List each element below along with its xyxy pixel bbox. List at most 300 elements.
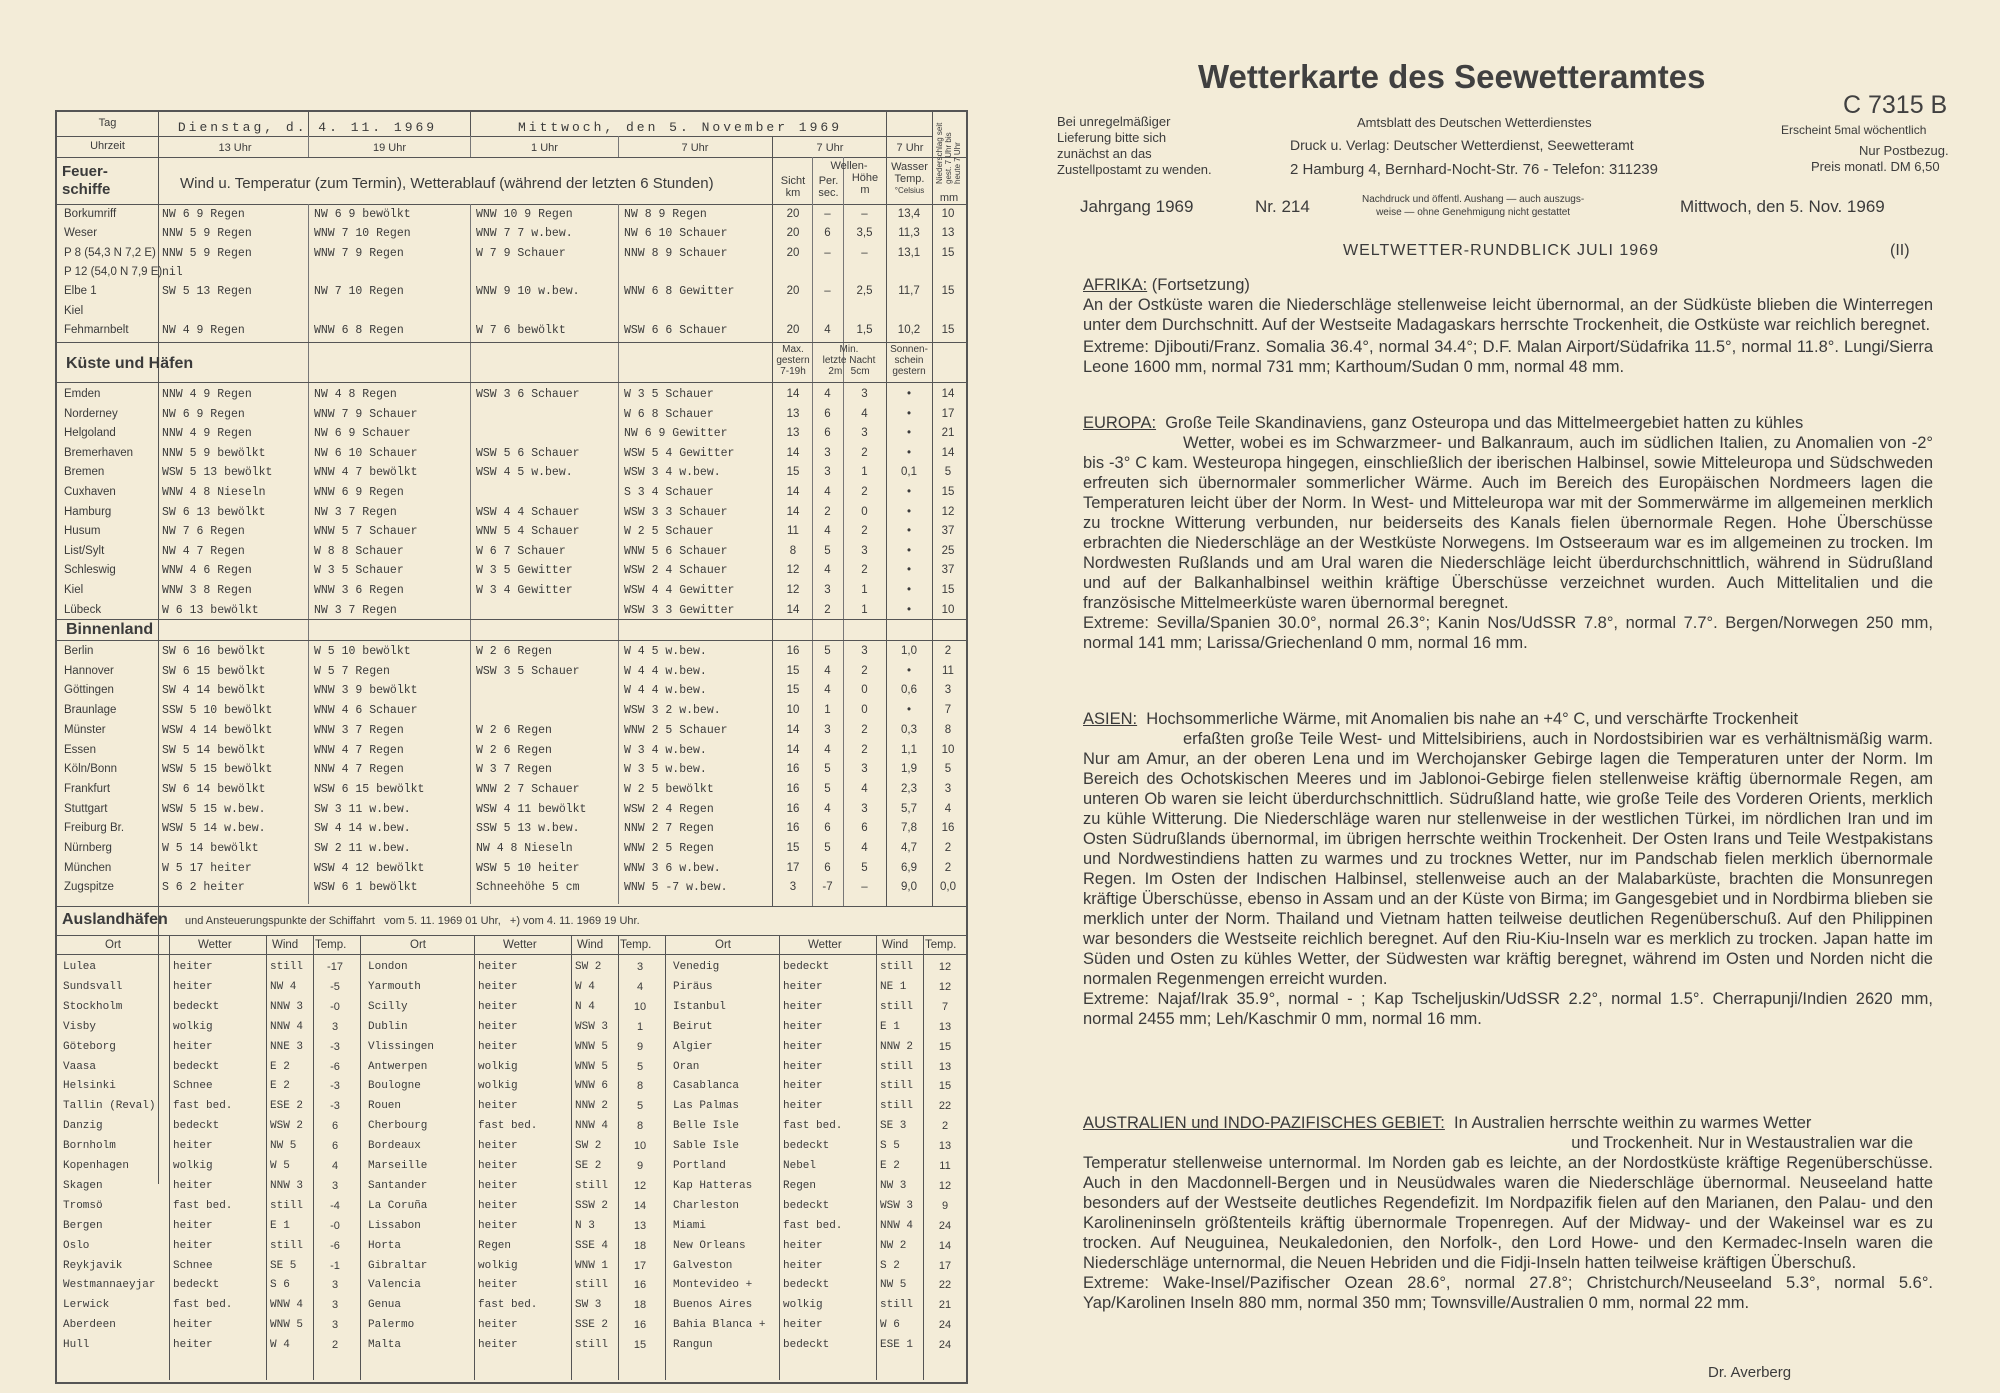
nieder-value: 10: [941, 208, 955, 220]
nieder-value: 15: [941, 584, 955, 596]
per-value: 4: [824, 684, 831, 697]
port-wind: NNW 4: [575, 1120, 609, 1133]
port-wind: still: [575, 1279, 609, 1292]
port-name: Palermo: [368, 1319, 415, 1332]
port-weather: heiter: [173, 1140, 213, 1153]
port-weather: heiter: [783, 1080, 823, 1093]
kueste-bottom: [55, 382, 966, 383]
max-header: Max. gestern 7-19h: [776, 344, 810, 377]
port-name: Kap Hatteras: [673, 1179, 753, 1192]
port-name: Rangun: [673, 1339, 713, 1352]
per-value: 5: [824, 645, 831, 657]
port-weather: heiter: [173, 1239, 213, 1252]
port-temp: -17: [327, 961, 343, 973]
wellen-value: –: [861, 246, 868, 259]
header-divider-2: [55, 157, 966, 158]
nieder-value: 17: [941, 407, 955, 420]
obs-7: W 4 5 w.bew.: [624, 645, 707, 658]
station-name: Göttingen: [64, 684, 114, 697]
min-header: Min. letzte Nacht 2m 5cm: [822, 344, 876, 377]
per-value: 5: [824, 782, 831, 795]
afrika-section: AFRIKA: (Fortsetzung) An der Ostküste waren die Niederschläge stellenweise leicht übernormal, an der Südküste blieben die Winterregen unter dem Durchschnitt. Auf der Westseite Madagaskars herrschte Trockenheit, die Ostküste war reichlich beregnet. Extreme: Djibouti/Franz. Somalia 36.4°, normal 34.4°; D.F. Malan Airport/Südafrika 11.5°, normal 11.8°. Lungi/Sierra Leone 1600 mm, normal 731 mm; Karthoum/Sudan 0 mm, normal 48 mm.: [1083, 276, 1933, 376]
afrika-title: AFRIKA:: [1083, 276, 1148, 294]
nieder-value: 4: [944, 802, 952, 815]
nieder-value: 7: [944, 704, 952, 717]
port-name: Tallin (Reval): [63, 1100, 156, 1113]
port-wind: SE 2: [575, 1160, 602, 1172]
port-wind: WNW 4: [270, 1299, 304, 1312]
port-name: Reykjavik: [63, 1259, 123, 1272]
per-value: 4: [824, 388, 831, 400]
sicht-value: 11: [787, 525, 799, 538]
obs-1: WSW 4 4 Schauer: [476, 505, 580, 519]
port-temp: 8: [636, 1080, 644, 1093]
ausland-header-cell: Ort: [105, 939, 121, 951]
port-wind: S 5: [880, 1140, 900, 1153]
station-name: Essen: [64, 743, 96, 756]
obs-7: W 4 4 w.bew.: [624, 684, 707, 698]
obs-13: SW 6 13 bewölkt: [162, 505, 266, 519]
port-name: Lissabon: [368, 1219, 421, 1232]
port-wind: still: [880, 1080, 914, 1093]
wellen-value: 2: [861, 525, 868, 538]
obs-13: WSW 5 15 w.bew.: [162, 802, 266, 816]
obs-19: WSW 6 15 bewölkt: [314, 782, 425, 796]
port-temp: 12: [633, 1179, 647, 1192]
port-wind: N 4: [575, 1000, 595, 1013]
obs-19: WNW 7 10 Regen: [314, 227, 411, 241]
sicht-value: 17: [786, 861, 800, 874]
obs-13: SSW 5 10 bewölkt: [162, 704, 273, 718]
wasser-value: •: [906, 564, 912, 577]
wasser-value: 0,3: [901, 723, 917, 736]
wellen-value: 4: [861, 407, 868, 420]
wellen-value: 1: [861, 584, 868, 596]
obs-13: NW 4 9 Regen: [162, 323, 245, 337]
per-value: 2: [824, 505, 831, 518]
ausland-header-cell: Temp.: [620, 939, 652, 951]
wasser-value: •: [906, 664, 912, 677]
obs-13: WSW 4 14 bewölkt: [162, 723, 273, 737]
port-temp: 8: [636, 1120, 644, 1133]
sicht-value: 14: [786, 505, 800, 518]
per-value: -7: [822, 881, 833, 894]
port-temp: 24: [938, 1339, 952, 1352]
per-value: 4: [824, 743, 831, 756]
port-wind: SW 3: [575, 1299, 602, 1312]
obs-13: NNW 5 9 Regen: [162, 227, 252, 241]
port-name: Kopenhagen: [63, 1160, 130, 1172]
nieder-value: 15: [941, 486, 955, 498]
port-weather: wolkig: [478, 1259, 518, 1272]
sicht-value: 14: [786, 446, 800, 459]
per-value: 6: [824, 822, 831, 835]
nieder-value: 14: [941, 446, 955, 459]
ausland-group-divider: [665, 935, 666, 1380]
port-weather: heiter: [478, 1040, 518, 1053]
per-value: 3: [824, 584, 831, 596]
time-7b: 7 Uhr: [816, 142, 844, 154]
station-name: Kiel: [64, 584, 84, 596]
station-name: Kiel: [64, 304, 84, 317]
obs-19: NW 6 9 Schauer: [314, 427, 411, 441]
port-name: Tromsö: [63, 1199, 103, 1212]
obs-19: NW 4 8 Regen: [314, 388, 397, 401]
port-weather: bedeckt: [173, 1120, 220, 1133]
port-name: Helsinki: [63, 1080, 116, 1093]
port-temp: 24: [938, 1219, 952, 1232]
port-wind: still: [575, 1179, 609, 1192]
obs-1: WNW 9 10 w.bew.: [476, 285, 580, 299]
frequency: Erscheint 5mal wöchentlich: [1781, 123, 1927, 137]
wellen-value: 0: [861, 704, 868, 717]
obs-7: WNW 2 5 Regen: [624, 842, 714, 855]
obs-13: WNW 4 6 Regen: [162, 564, 252, 578]
port-wind: SSW 2: [575, 1199, 609, 1212]
port-temp: 15: [633, 1339, 647, 1352]
obs-7: WSW 3 4 w.bew.: [624, 466, 721, 480]
wind-description: Wind u. Temperatur (zum Termin), Wetterablauf (während der letzten 6 Stunden): [180, 175, 714, 192]
port-wind: S 2: [880, 1259, 900, 1272]
port-temp: 3: [331, 1299, 339, 1312]
port-wind: N 3: [575, 1219, 595, 1232]
obs-19: WNW 3 7 Regen: [314, 723, 404, 737]
port-weather: heiter: [478, 1160, 518, 1172]
port-name: Buenos Aires: [673, 1299, 753, 1312]
port-wind: still: [880, 961, 914, 973]
port-wind: still: [880, 1060, 914, 1073]
ausland-header-cell: Wetter: [503, 939, 537, 951]
obs-1: WSW 5 10 heiter: [476, 861, 580, 875]
obs-7: WSW 3 2 w.bew.: [624, 704, 721, 718]
afrika-extreme: Extreme: Djibouti/Franz. Somalia 36.4°, normal 34.4°; D.F. Malan Airport/Südafrika 11.5°, normal 11.8°. Lungi/Sierra Leone 1600 mm, normal 731 mm; Karthoum/Sudan 0 mm, normal 48 mm.: [1083, 338, 1933, 376]
station-name: Köln/Bonn: [64, 763, 118, 776]
port-name: Montevideo +: [673, 1279, 753, 1292]
port-wind: WNW 5: [575, 1040, 609, 1053]
port-weather: bedeckt: [783, 1140, 830, 1153]
obs-19: W 3 5 Schauer: [314, 564, 404, 578]
port-wind: NNW 4: [880, 1219, 914, 1232]
ausland-col-divider: [474, 935, 475, 1380]
port-wind: WNW 5: [575, 1060, 609, 1073]
port-name: Santander: [368, 1179, 428, 1192]
station-name: P 12 (54,0 N 7,9 E): [64, 265, 163, 278]
port-name: Marseille: [368, 1160, 428, 1172]
obs-1: WSW 3 5 Schauer: [476, 664, 580, 678]
per-value: 4: [824, 323, 831, 336]
niederschlag-header: Niederschlag seit gest. 7 Uhr bis heute 7 Uhr: [935, 122, 962, 184]
station-name: Husum: [64, 525, 101, 538]
port-wind: still: [575, 1339, 609, 1352]
port-weather: heiter: [173, 1040, 213, 1053]
wellen-value: 6: [861, 822, 868, 835]
port-temp: 17: [633, 1259, 647, 1272]
per-value: 4: [824, 664, 831, 677]
obs-13: NNW 5 9 Regen: [162, 246, 252, 260]
australien-extreme: Extreme: Wake-Insel/Pazifischer Ozean 28.6°, normal 27.8°; Christchurch/Neuseeland 5.3°, normal 5.6°. Yap/Karolinen Inseln 880 mm, normal 350 mm; Townsville/Australien 0 mm, normal 22 mm.: [1083, 1274, 1933, 1312]
port-name: Istanbul: [673, 1000, 726, 1013]
port-name: Algier: [673, 1040, 713, 1053]
masthead-title: Wetterkarte des Seewetteramtes: [1198, 58, 1706, 95]
sicht-value: 13: [786, 427, 800, 440]
article-heading: WELTWETTER-RUNDBLICK JULI 1969: [1343, 242, 1659, 259]
port-weather: Regen: [478, 1239, 512, 1252]
obs-19: NNW 4 7 Regen: [314, 763, 404, 777]
port-wind: E 2: [880, 1160, 900, 1172]
port-temp: 14: [938, 1239, 952, 1252]
obs-19: WSW 6 1 bewölkt: [314, 881, 418, 895]
port-temp: 22: [938, 1100, 952, 1113]
wellen-value: 3: [861, 763, 868, 776]
obs-19: W 5 10 bewölkt: [314, 645, 411, 658]
port-wind: NW 3: [880, 1179, 907, 1192]
wasser-value: •: [906, 603, 912, 616]
obs-7: WSW 3 3 Gewitter: [624, 603, 735, 617]
wellen-value: 0: [861, 505, 868, 518]
port-name: Genua: [368, 1299, 402, 1312]
obs-7: W 3 5 Schauer: [624, 388, 714, 401]
port-weather: heiter: [478, 1020, 518, 1033]
obs-1: W 2 6 Regen: [476, 723, 552, 737]
port-weather: heiter: [173, 1219, 213, 1232]
obs-7: NW 6 9 Gewitter: [624, 427, 728, 441]
wellen-value: –: [861, 881, 868, 894]
nieder-value: 3: [944, 782, 952, 795]
europa-section: EUROPA: Große Teile Skandinaviens, ganz Osteuropa und das Mittelmeergebiet hatten zu kühles Wetter, wobei es im Schwarzmeer- und Balkanraum, auch im südlichen Italien, zu Anomalien von -2° bis -3° C kam. Westeuropa hingegen, einschließlich der iberischen Halbinsel, sowie Mitteleuropa und Südschweden erfreuten sich übernormaler sommerlicher Wärme. Auch im Bereich des Europäischen Nordmeers lagen die Temperaturen leicht über der Norm. In West- und Mitteleuropa war mit der Sommerwärme im allgemeinen merklich zu trockne Witterung verbunden, nur beiderseits des Kanals fielen übernormale Regen. Hohe Überschüsse erbrachten die Niederschläge an der Westküste Norwegens. Im Ostseeraum war es im allgemeinen zu trocken. Im Nordwesten Rußlands und am Ural waren die Niederschläge leicht überdurchschnittlich, während in Südrußland und auf der Balkanhalbinsel weithin kräftige Überschüsse verzeichnet wurden. Auch Mittelitalien und die französische Mittelmeerküste waren übernormal beregnet. Extreme: Sevilla/Spanien 30.0°, normal 26.3°; Kanin Nos/UdSSR 7.8°, normal 7.7°. Bergen/Norwegen 250 mm, normal 141 mm; Larissa/Griechenland 0 mm, normal 16 mm.: [1083, 414, 1933, 652]
station-name: Bremen: [64, 466, 105, 479]
port-temp: 3: [331, 1279, 339, 1292]
obs-1: W 3 7 Regen: [476, 763, 552, 777]
ausland-col-divider: [618, 935, 619, 1380]
station-name: Emden: [64, 388, 101, 400]
wellen-value: 2: [861, 743, 868, 756]
nieder-value: 15: [941, 285, 955, 298]
obs-19: WNW 4 7 bewölkt: [314, 466, 418, 480]
obs-19: NW 6 10 Schauer: [314, 446, 418, 460]
port-temp: 2: [941, 1120, 949, 1133]
sicht-value: 20: [786, 246, 800, 259]
publication-code: C 7315 B: [1843, 91, 1948, 119]
port-temp: -1: [330, 1259, 340, 1272]
obs-13: WNW 3 8 Regen: [162, 584, 252, 597]
obs-1: WNW 10 9 Regen: [476, 208, 573, 221]
station-name: Frankfurt: [64, 782, 111, 795]
port-wind: NE 1: [880, 980, 907, 993]
port-wind: NW 5: [880, 1279, 907, 1292]
obs-1: WNW 5 4 Schauer: [476, 525, 580, 539]
nieder-value: 14: [941, 388, 955, 400]
station-name: Norderney: [64, 407, 118, 420]
ausland-header-cell: Temp.: [315, 939, 347, 951]
feuerschiffe-label: Feuer- schiffe: [62, 163, 111, 198]
station-name: Braunlage: [64, 704, 117, 717]
obs-13: NNW 4 9 Regen: [162, 388, 252, 401]
obs-1: WSW 4 5 w.bew.: [476, 466, 573, 480]
wasser-value: 10,2: [897, 323, 921, 336]
per-value: 3: [824, 723, 831, 736]
sicht-value: 15: [786, 684, 800, 697]
col-t3: [618, 136, 619, 157]
sicht-value: 12: [786, 564, 800, 577]
port-wind: NNW 3: [270, 1000, 304, 1013]
obs-1: WNW 7 7 w.bew.: [476, 227, 573, 241]
ausland-header-cell: Ort: [715, 939, 731, 951]
nieder-value: 10: [941, 603, 955, 616]
feuerschiffe-top: [55, 204, 966, 205]
obs-13: SW 6 14 bewölkt: [162, 782, 266, 796]
sicht-value: 12: [786, 584, 800, 596]
australien-title: AUSTRALIEN und INDO-PAZIFISCHES GEBIET:: [1083, 1114, 1445, 1132]
port-weather: heiter: [173, 1319, 213, 1332]
ausland-header-cell: Ort: [410, 939, 426, 951]
station-name: Bremerhaven: [64, 446, 134, 459]
uhrzeit-label: Uhrzeit: [90, 140, 125, 152]
port-wind: SW 2: [575, 961, 602, 973]
sicht-value: 3: [789, 881, 797, 894]
wasser-value: 0,6: [901, 684, 917, 697]
port-weather: bedeckt: [173, 1279, 220, 1292]
per-value: 5: [824, 842, 831, 854]
nieder-value: 5: [944, 466, 952, 479]
port-name: Westmannaeyjar: [63, 1279, 156, 1292]
tag-label: Tag: [98, 117, 117, 129]
per-value: –: [824, 208, 831, 220]
port-wind: NNW 2: [575, 1100, 609, 1113]
port-wind: NW 2: [880, 1239, 907, 1252]
ausland-col-divider: [266, 935, 267, 1380]
obs-19: WNW 3 6 Regen: [314, 584, 404, 597]
port-name: Sable Isle: [673, 1140, 740, 1153]
wasser-value: 11,3: [898, 227, 920, 240]
wasser-value: •: [906, 525, 912, 538]
port-temp: -0: [330, 1219, 340, 1232]
port-temp: 17: [938, 1259, 952, 1272]
sicht-value: 15: [786, 466, 800, 479]
per-value: 4: [824, 486, 831, 498]
binnen-label: Binnenland: [66, 621, 154, 638]
station-name: Borkumriff: [64, 208, 117, 220]
col-sicht: [772, 136, 773, 906]
port-weather: bedeckt: [173, 1060, 220, 1073]
port-weather: wolkig: [173, 1020, 213, 1033]
station-name: Hannover: [64, 664, 114, 677]
port-temp: 16: [633, 1319, 647, 1332]
port-wind: NNE 3: [270, 1040, 304, 1053]
wasser-value: 13,4: [897, 208, 921, 220]
obs-19: WNW 5 7 Schauer: [314, 525, 418, 539]
port-name: Hull: [63, 1339, 90, 1352]
port-temp: 3: [636, 961, 644, 973]
obs-13: WNW 4 8 Nieseln: [162, 486, 266, 499]
station-name: Fehmarnbelt: [64, 323, 129, 336]
sicht-value: 14: [786, 743, 800, 756]
wasser-value: 0,1: [901, 466, 917, 479]
wellen-value: 4: [861, 782, 868, 795]
port-weather: heiter: [478, 961, 518, 973]
time-7: 7 Uhr: [681, 142, 709, 154]
port-wind: WNW 6: [575, 1080, 609, 1093]
obs-13: nil: [162, 265, 183, 279]
port-weather: heiter: [783, 1060, 823, 1073]
port-temp: 3: [331, 1020, 339, 1033]
port-temp: 4: [331, 1160, 339, 1172]
obs-13: NW 6 9 Regen: [162, 208, 245, 221]
col-divider-2: [470, 110, 471, 136]
wasser-value: •: [906, 486, 912, 498]
nieder-value: 13: [941, 227, 955, 240]
sicht-value: 20: [786, 285, 800, 298]
port-name: Rouen: [368, 1100, 402, 1113]
obs-1: WNW 2 7 Schauer: [476, 782, 580, 796]
port-name: Beirut: [673, 1020, 713, 1033]
wasser-value: 5,7: [901, 802, 917, 815]
obs-19: WNW 6 8 Regen: [314, 323, 404, 337]
nieder-value: 2: [944, 842, 952, 854]
asien-extreme: Extreme: Najaf/Irak 35.9°, normal - ; Kap Tscheljuskin/UdSSR 2.2°, normal 1.5°. Cherrapunji/Indien 2620 mm, normal 2455 mm; Leh/Kaschmir 0 mm, normal 16 mm.: [1083, 990, 1933, 1028]
obs-19: WNW 7 9 Schauer: [314, 407, 418, 421]
nieder-value: 3: [944, 684, 952, 697]
wasser-header: Wasser Temp. °Celsius: [891, 161, 928, 195]
per-value: 3: [824, 466, 831, 479]
port-wind: W 6: [880, 1319, 900, 1332]
asien-section: ASIEN: Hochsommerliche Wärme, mit Anomalien bis nahe an +4° C, und verschärfte Trockenheit erfaßten große Teile West- und Mittelsibiriens, auch in Nordostsibirien war es verhältnismäßig warm. Nur am Amur, an der oberen Lena und im Werchojansker Gebirge lagen die Temperaturen unter der Norm. Im Bereich des Ochotskischen Meeres und im Jablonoi-Gebirge fielen stellenweise kräftig übernormale Regen, am unteren Ob waren sie leicht überdurchschnittlich. Südrußland hatte, wie große Teile des Vorderen Orients, merklich zu kühle Witterung. Die Niederschläge waren nur stellenweise in der westlichen Türkei, im nördlichen Iran und im Osten Südrußlands übernormal, im übrigen herrschte weithin Trockenheit. Der Osten Irans und Teile Westpakistans und Nordwestindiens hatten zu warmes und zu trocknes Wetter, nur im Pandschab fielen merklich übernormale Regen. Im Osten der Indischen Halbinsel, stellenweise auch an der Malabarküste, brachten die Monsunregen kräftige Überschüsse, ebenso in Assam und an der Küste von Birma; im Gangesgebiet und in Nordbirma blieben sie merklich unter der Norm. Thailand und Vietnam hatten teilweise deutlichen Regenüberschuß. Auf den Philippinen war besonders die Westseite reichlich beregnet. Auf den Riu-Kiu-Inseln war es merklich zu trocken. Japan hatte im Süden und Osten zu kühles Wetter, der Südwesten war kräftig beregnet, während im Osten und Norden nicht die normalen Regenmengen erreicht wurden. Extreme: Najaf/Irak 35.9°, normal - ; Kap Tscheljuskin/UdSSR 2.2°, normal 1.5°. Cherrapunji/Indien 2620 mm, normal 2455 mm; Leh/Kaschmir 0 mm, normal 16 mm.: [1083, 710, 1933, 1028]
port-wind: still: [270, 1239, 304, 1252]
time-13: 13 Uhr: [218, 142, 252, 154]
obs-1: Schneehöhe 5 cm: [476, 881, 580, 895]
wasser-value: 7,8: [901, 822, 917, 835]
obs-19: WSW 4 12 bewölkt: [314, 861, 425, 875]
nieder-value: 12: [941, 505, 955, 518]
obs-13: SW 6 16 bewölkt: [162, 645, 266, 658]
station-name: München: [64, 861, 112, 874]
port-wind: still: [880, 1000, 914, 1013]
port-temp: -0: [330, 1000, 340, 1013]
port-wind: SW 2: [575, 1140, 602, 1153]
port-temp: -5: [330, 980, 340, 993]
nieder-value: 37: [941, 525, 955, 538]
port-name: Venedig: [673, 961, 720, 973]
port-weather: bedeckt: [173, 1000, 220, 1013]
port-temp: 6: [331, 1120, 339, 1133]
obs-7: WSW 4 4 Gewitter: [624, 584, 735, 597]
wellen-value: 3: [861, 645, 868, 657]
sicht-value: 16: [786, 645, 800, 657]
wellen-header: Wellen- Höhe m: [830, 160, 879, 196]
obs-19: NW 3 7 Regen: [314, 505, 397, 519]
port-temp: 14: [633, 1199, 647, 1212]
wasser-value: •: [906, 544, 912, 557]
nieder-value: 10: [941, 743, 955, 756]
port-temp: 10: [633, 1000, 647, 1013]
obs-7: NNW 2 7 Regen: [624, 822, 714, 836]
wasser-value: •: [906, 704, 912, 717]
obs-19: W 8 8 Schauer: [314, 544, 404, 558]
port-weather: heiter: [478, 1179, 518, 1192]
europa-text: Wetter, wobei es im Schwarzmeer- und Balkanraum, auch im südlichen Italien, zu Anomalien von -2° bis -3° C kam. Westeuropa hingegen, einschließlich der iberischen Halbinsel, sowie Mitteleuropa und Südschweden erfreuten sich übernormaler sommerlicher Wärme. Auch im Bereich des Europäischen Nordmeers lagen die Temperaturen leicht über der Norm. In West- und Mitteleuropa war mit der Sommerwärme im allgemeinen merklich zu trockne Witterung verbunden, nur beiderseits des Kanals fielen übernormale Regen. Hohe Überschüsse erbrachten die Niederschläge an der Westküste Norwegens. Im Ostseeraum war es im allgemeinen zu trocken. Im Nordwesten Rußlands und am Ural waren die Niederschläge leicht überdurchschnittlich, während in Südrußland und auf der Balkanhalbinsel weithin kräftige Überschüsse verzeichnet wurden. Auch Mittelitalien und die französische Mittelmeerküste waren übernormal beregnet.: [1083, 434, 1933, 612]
obs-13: SW 5 13 Regen: [162, 285, 252, 299]
wellen-value: 5: [861, 861, 868, 874]
port-name: Oslo: [63, 1239, 90, 1252]
obs-13: NW 6 9 Regen: [162, 407, 245, 421]
obs-13: NNW 4 9 Regen: [162, 427, 252, 441]
port-name: Danzig: [63, 1120, 103, 1133]
port-weather: fast bed.: [783, 1120, 843, 1133]
day1-label: Dienstag, d. 4. 11. 1969: [177, 120, 438, 135]
obs-7: WSW 2 4 Schauer: [624, 564, 728, 578]
nieder-value: 11: [942, 664, 954, 677]
port-name: Lerwick: [63, 1299, 110, 1312]
port-wind: S 6: [270, 1279, 290, 1292]
